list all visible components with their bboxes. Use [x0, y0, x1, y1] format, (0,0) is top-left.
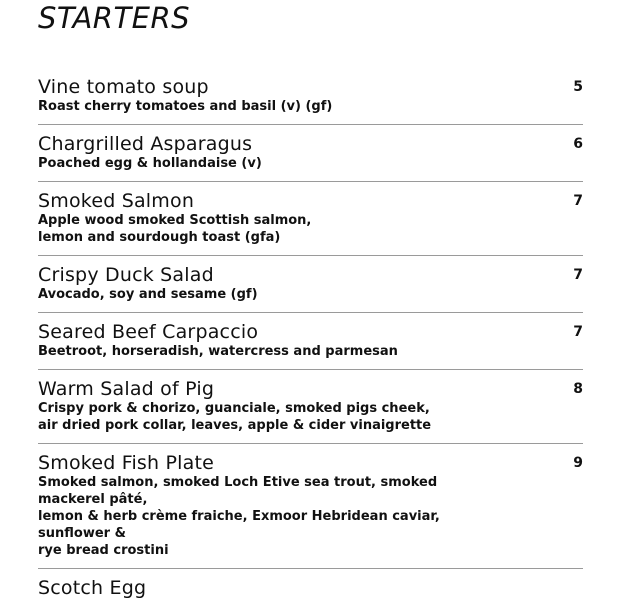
item-name: Smoked Fish Plate [38, 452, 215, 474]
item-name: Seared Beef Carpaccio [38, 321, 259, 343]
item-description: Roast cherry tomatoes and basil (v) (gf) [38, 99, 333, 114]
item-description: Beetroot, horseradish, watercress and parmesan [38, 344, 398, 359]
menu-item [38, 190, 583, 256]
menu [38, 0, 583, 606]
item-description: Crispy pork & chorizo, guanciale, smoked pigs cheek, air dried pork collar, leaves, apple & cider vinaigrette [38, 401, 432, 433]
item-name: Warm Salad of Pig [38, 378, 215, 400]
item-name: Smoked Salmon [38, 190, 195, 212]
item-price: 8 [573, 381, 583, 397]
item-price: 7 [573, 193, 583, 209]
menu-item [38, 577, 583, 598]
menu-item [38, 76, 583, 125]
item-description: Avocado, soy and sesame (gf) [38, 287, 258, 302]
menu-item [38, 264, 583, 313]
item-price: 9 [573, 455, 583, 471]
item-price: 6 [573, 136, 583, 152]
item-name: Crispy Duck Salad [38, 264, 214, 286]
item-description: Apple wood smoked Scottish salmon, lemon and sourdough toast (gfa) [38, 213, 312, 245]
item-price: 7 [573, 267, 583, 283]
item-name: Chargrilled Asparagus [38, 133, 253, 155]
menu-item [38, 378, 583, 444]
item-price: 7 [573, 324, 583, 340]
item-price: 5 [573, 79, 583, 95]
item-name: Vine tomato soup [38, 76, 209, 98]
menu-item [38, 321, 583, 370]
item-description: Smoked salmon, smoked Loch Etive sea trout, smoked mackerel pâté, lemon & herb crème fraiche, Exmoor Hebridean caviar, sunflower & rye bread crostini [38, 475, 440, 558]
item-description: Poached egg & hollandaise (v) [38, 156, 262, 171]
section-title: STARTERS [38, 1, 191, 35]
item-name: Scotch Egg [38, 577, 147, 598]
menu-item [38, 452, 583, 569]
menu-item [38, 133, 583, 182]
